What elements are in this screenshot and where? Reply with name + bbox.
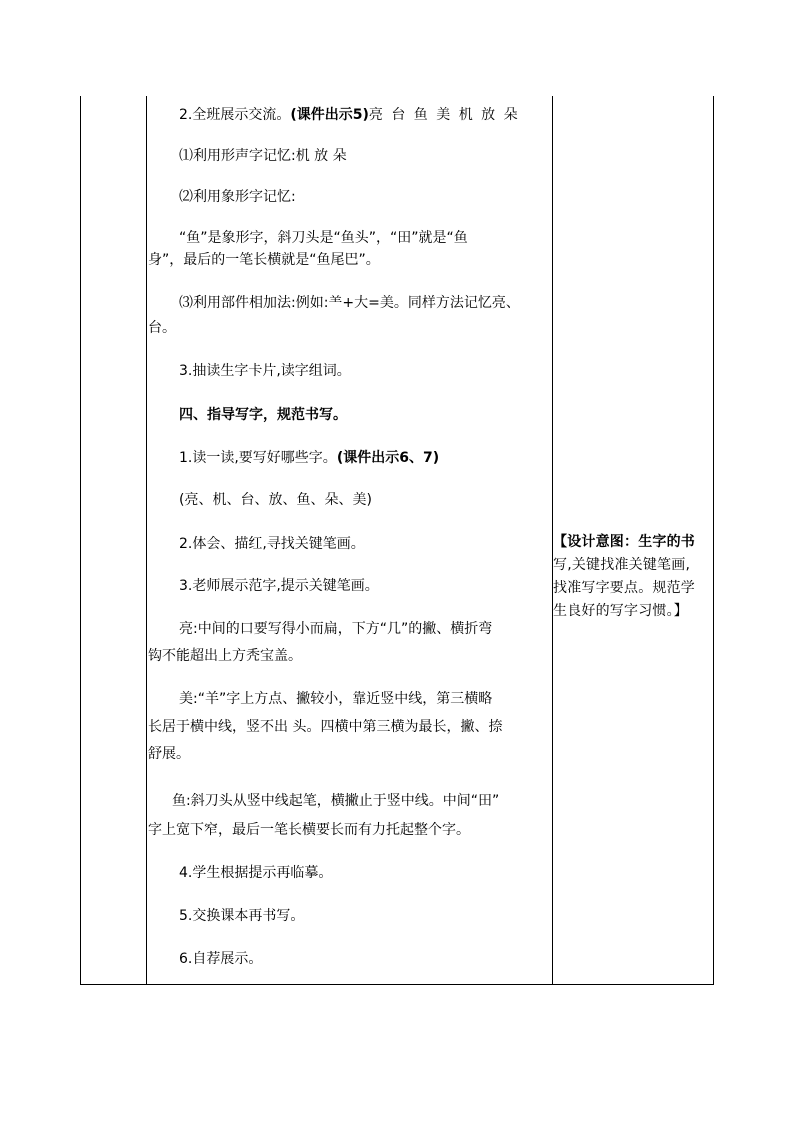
design-note-line: 【设计意图：生字的书: [553, 534, 695, 550]
line-read-1: [179, 451, 439, 465]
line-method-3: ⑶利用部件相加法:例如:⺷+大=美。同样方法记忆亮、: [179, 295, 520, 311]
line-liang-1: 亮:中间的口要写得小而扁，下方“几”的撇、横折弯: [179, 621, 493, 637]
design-intent-note: [553, 531, 713, 623]
line-trace: 2.体会、描红,寻找关键笔画。: [179, 536, 365, 552]
line-fish-1: “鱼”是象形字，斜刀头是“鱼头”，“田”就是“鱼: [179, 230, 468, 246]
line-fish-2: 身”，最后的一笔长横就是“鱼尾巴”。: [148, 252, 380, 268]
line-share-exchange: [179, 108, 520, 122]
design-note-line: 生良好的写字习惯。】: [553, 603, 688, 619]
section-heading: 四、指导写字，规范书写。: [179, 407, 347, 423]
line-liang-2: 钩不能超出上方秃宝盖。: [148, 648, 302, 664]
table-border-left: [80, 96, 81, 985]
text-segment: 1.读一读,要写好哪些字。: [179, 450, 337, 466]
line-yu-2: 字上宽下窄，最后一笔长横要长而有力托起整个字。: [148, 822, 470, 838]
line-yu-1: 鱼:斜刀头从竖中线起笔，横撇止于竖中线。中间“田”: [172, 793, 500, 809]
line-mei-1: 美:“羊”字上方点、撇较小，靠近竖中线，第三横略: [179, 691, 493, 707]
line-char-list: (亮、机、台、放、鱼、朵、美): [179, 492, 372, 508]
design-note-line: 找准写字要点。规范学: [553, 580, 695, 596]
line-method-1: ⑴利用形声字记忆:机 放 朵: [179, 148, 347, 164]
table-border-right: [713, 96, 714, 985]
line-mei-3: 舒展。: [148, 746, 190, 762]
line-show: 6.自荐展示。: [179, 951, 263, 967]
line-mei-2: 长居于横中线，竖不出 头。四横中第三横为最长，撇、捺: [148, 719, 503, 735]
table-border-col1: [146, 96, 147, 985]
line-demo: 3.老师展示范字,提示关键笔画。: [179, 578, 379, 594]
text-segment: 2.全班展示交流。: [179, 107, 291, 123]
line-method-2: ⑵利用象形字记忆:: [179, 189, 296, 205]
table-border-bottom: [80, 984, 714, 985]
line-copy: 4.学生根据提示再临摹。: [179, 865, 333, 881]
line-exchange: 5.交换课本再书写。: [179, 908, 305, 924]
courseware-ref: (课件出示6、7): [336, 450, 440, 466]
char-list: 亮 台 鱼 美 机 放 朵: [368, 107, 520, 123]
line-method-3b: 台。: [148, 320, 176, 336]
design-note-line: 写,关键找准关键笔画,: [553, 557, 691, 573]
courseware-ref: (课件出示5): [290, 107, 369, 123]
line-read-cards: 3.抽读生字卡片,读字组词。: [179, 363, 351, 379]
